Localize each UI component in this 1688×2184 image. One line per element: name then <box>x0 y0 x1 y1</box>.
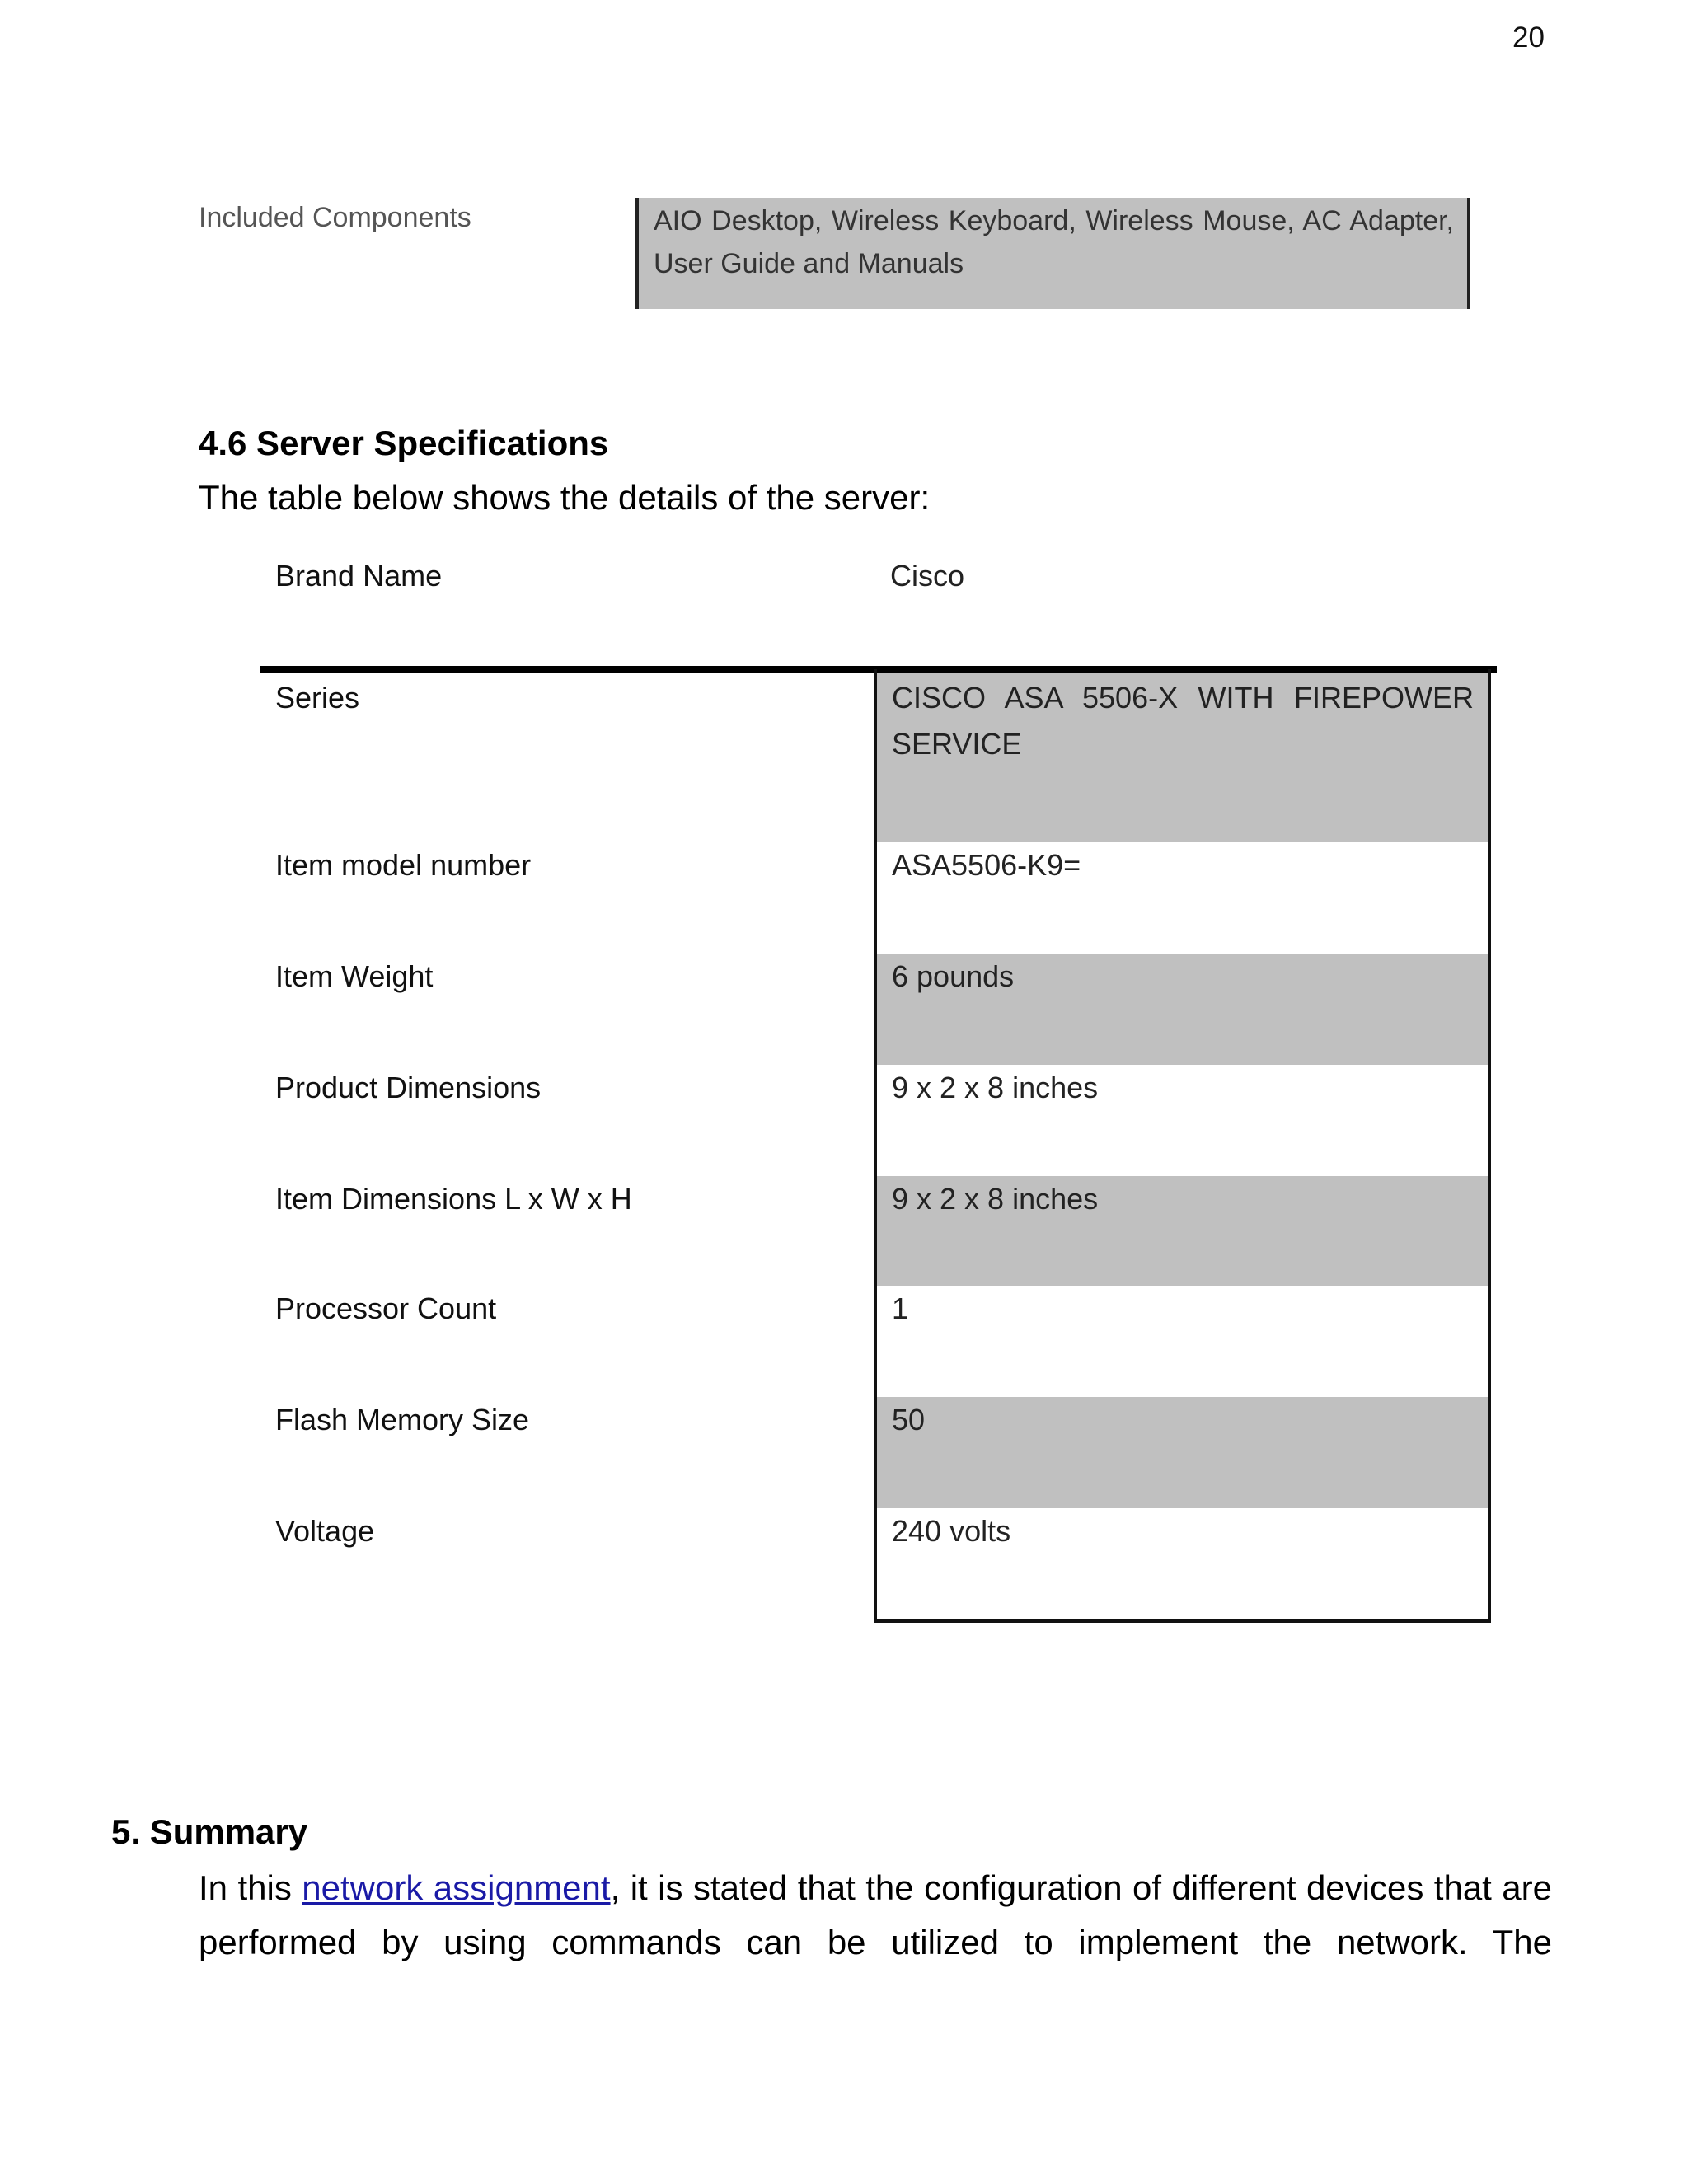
spec-label: Series <box>275 681 360 715</box>
spec-label: Product Dimensions <box>275 1071 542 1104</box>
spec-value: 9 x 2 x 8 inches <box>892 1071 1099 1104</box>
summary-text-after-link: , it is stated that the configuration of different devices that are performed by using commands can be utilized to implement the network. The <box>199 1868 1552 1961</box>
included-components-value: AIO Desktop, Wireless Keyboard, Wireless Mouse, AC Adapter, User Guide and Manuals <box>635 198 1470 309</box>
spec-row-product-dimensions <box>260 1065 1489 1176</box>
spec-value: ASA5506-K9= <box>892 848 1081 882</box>
summary-paragraph <box>199 1861 1552 1970</box>
spec-label: Voltage <box>275 1514 375 1548</box>
network-assignment-link[interactable]: network assignment <box>302 1868 611 1907</box>
spec-value: 6 pounds <box>877 954 1489 1065</box>
section-intro: The table below shows the details of the server: <box>199 478 931 517</box>
spec-label: Flash Memory Size <box>275 1403 530 1436</box>
summary-heading: 5. Summary <box>111 1812 308 1851</box>
spec-label: Processor Count <box>275 1291 497 1325</box>
spec-value: 1 <box>892 1291 909 1325</box>
spec-value: 240 volts <box>892 1514 1011 1548</box>
spec-row-series <box>260 673 1489 842</box>
spec-row-flash-memory <box>260 1397 1489 1508</box>
spec-label: Item Weight <box>275 959 434 993</box>
spec-row-item-weight <box>260 954 1489 1065</box>
included-components-label: Included Components <box>199 202 471 233</box>
spec-value: 50 <box>877 1397 1489 1508</box>
spec-row-voltage <box>260 1508 1489 1619</box>
table-top-rule <box>260 666 1497 673</box>
brand-name-label: Brand Name <box>275 559 443 593</box>
spec-row-processor-count <box>260 1286 1489 1397</box>
section-heading: 4.6 Server Specifications <box>199 424 609 462</box>
summary-text-before-link: In this <box>199 1868 302 1907</box>
spec-label: Item Dimensions L x W x H <box>275 1182 632 1216</box>
spec-row-item-dimensions <box>260 1176 1489 1286</box>
spec-row-model-number <box>260 842 1489 954</box>
spec-value: CISCO ASA 5506-X WITH FIREPOWER SERVICE <box>877 673 1489 842</box>
page-number: 20 <box>1512 21 1545 54</box>
spec-label: Item model number <box>275 848 532 882</box>
brand-name-value: Cisco <box>890 559 965 593</box>
spec-value: 9 x 2 x 8 inches <box>877 1176 1489 1286</box>
